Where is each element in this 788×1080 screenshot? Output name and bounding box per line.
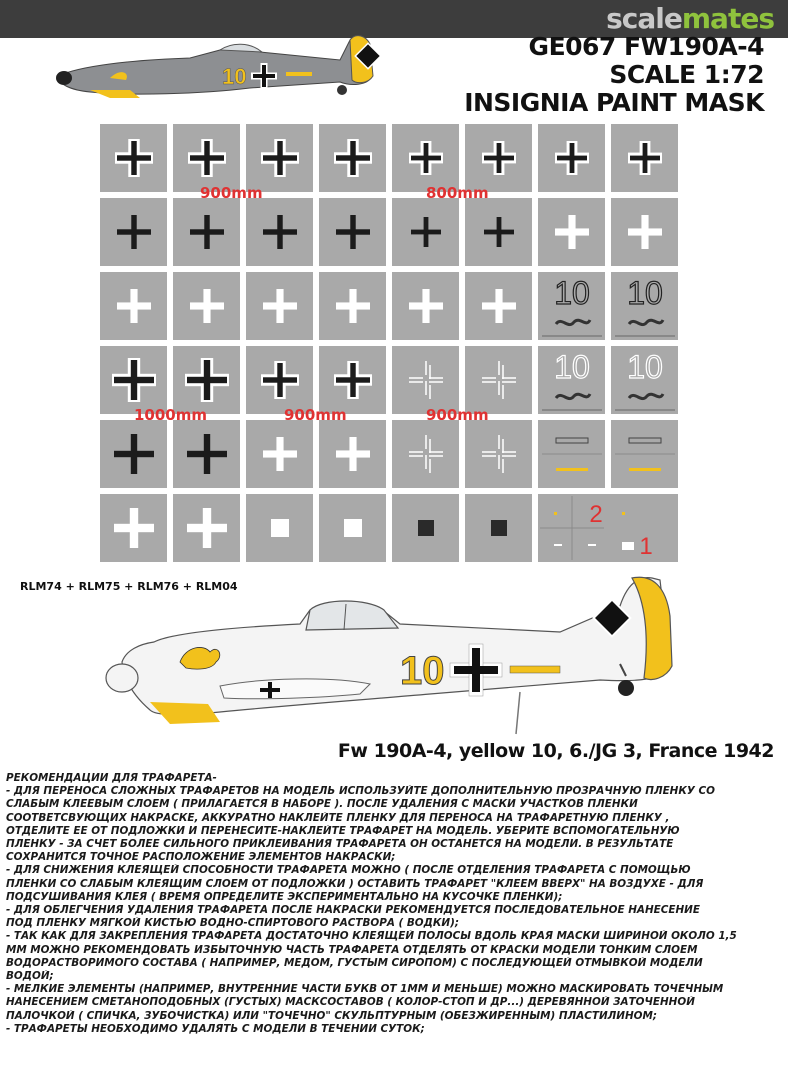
instruction-line: ММ МОЖНО РЕКОМЕНДОВАТЬ ИЗБЫТОЧНУЮ ЧАСТЬ ТРАФАРЕТА ОТДЕЛЯТЬ ОТ КРАСКИ МОДЕЛИ ТОНКИМ СЛОЕМ bbox=[6, 943, 698, 956]
mask-cell bbox=[100, 420, 167, 488]
mask-cell bbox=[392, 198, 459, 266]
cross-bar bbox=[497, 143, 502, 173]
cross-bar bbox=[131, 141, 136, 175]
mask-cell bbox=[173, 494, 240, 562]
mask-cell bbox=[538, 494, 678, 562]
mask-cell bbox=[465, 494, 532, 562]
mask-cell bbox=[392, 346, 459, 414]
cross-bar bbox=[130, 508, 138, 548]
mask-cell bbox=[465, 346, 532, 414]
side-aircraft-profile bbox=[100, 566, 690, 738]
mask-cell bbox=[246, 494, 313, 562]
mask-cell bbox=[173, 124, 240, 192]
instruction-line: РЕКОМЕНДАЦИИ ДЛЯ ТРАФАРЕТА- bbox=[6, 772, 217, 784]
side-aircraft-number: 10 bbox=[400, 649, 445, 693]
instruction-line: - ДЛЯ ПЕРЕНОСА СЛОЖНЫХ ТРАФАРЕТОВ НА МОДЕЛЬ ИСПОЛЬЗУЙТЕ ДОПОЛНИТЕЛЬНУЮ ПРОЗРАЧНУЮ ПЛЕНКУ СО bbox=[6, 785, 715, 798]
mask-cell bbox=[611, 124, 678, 192]
size-label: 900mm bbox=[200, 184, 263, 202]
instruction-line: - МЕЛКИЕ ЭЛЕМЕНТЫ (НАПРИМЕР, ВНУТРЕННИЕ ЧАСТИ БУКВ ОТ 1ММ И МЕНЬШЕ) МОЖНО МАСКИРОВАТЬ ТОЧЕЧНЫМ bbox=[6, 983, 724, 996]
instruction-line: - ТРАФАРЕТЫ НЕОБХОДИМО УДАЛЯТЬ С МОДЕЛИ В ТЕЧЕНИИ СУТОК; bbox=[6, 1022, 425, 1035]
cross-bar bbox=[204, 360, 210, 400]
cross-bar bbox=[203, 508, 211, 548]
cross-bar bbox=[203, 289, 210, 323]
mask-cell bbox=[319, 494, 386, 562]
mask-sheet bbox=[96, 120, 684, 562]
cross-bar bbox=[568, 215, 575, 249]
cross-bar bbox=[349, 289, 356, 323]
cross-bar bbox=[349, 437, 356, 471]
emblem-mark bbox=[556, 394, 590, 399]
mask-cell bbox=[319, 272, 386, 340]
instruction-line: СЛАБЫМ КЛЕЕВЫМ СЛОЕМ ( ПРИЛАГАЕТСЯ В НАБОРЕ ). ПОСЛЕ УДАЛЕНИЯ С МАСКИ УЧАСТКОВ ПЛЕНКИ bbox=[6, 798, 638, 811]
bar-mark bbox=[629, 468, 661, 471]
mask-cell bbox=[246, 420, 313, 488]
bar-mark bbox=[556, 468, 588, 471]
header-code: GE067 FW190A-4 bbox=[528, 32, 764, 61]
mask-cell bbox=[246, 272, 313, 340]
cross-bar bbox=[570, 143, 575, 173]
cross-bar bbox=[131, 215, 136, 249]
cross-bar bbox=[204, 434, 210, 474]
mask-cell bbox=[611, 346, 678, 414]
mask-cell bbox=[465, 198, 532, 266]
aircraft-caption: Fw 190A-4, yellow 10, 6./JG 3, France 1942 bbox=[337, 740, 774, 762]
mask-cell bbox=[392, 420, 459, 488]
emblem-mark bbox=[629, 320, 663, 325]
mask-cell bbox=[319, 198, 386, 266]
instruction-line: ПЛЕНКИ СО СЛАБЫМ КЛЕЯЩИМ СЛОЕМ ОТ ПОДЛОЖКИ ) ОСТАВИТЬ ТРАФАРЕТ "КЛЕЕМ ВВЕРХ" НА ВОЗДУХЕ - ДЛЯ bbox=[6, 877, 704, 890]
mask-cell bbox=[538, 124, 605, 192]
watermark-logo[interactable]: scalemates bbox=[606, 2, 774, 35]
mask-cell bbox=[538, 346, 605, 414]
mask-cell bbox=[319, 124, 386, 192]
mask-cell bbox=[173, 198, 240, 266]
number-ten: 10 bbox=[627, 275, 663, 311]
emblem-mark bbox=[556, 320, 590, 325]
size-label: 800mm bbox=[426, 184, 489, 202]
mask-cell bbox=[465, 420, 532, 488]
cross-bar bbox=[350, 215, 355, 249]
cross-bar bbox=[277, 141, 282, 175]
mask-cell bbox=[465, 124, 532, 192]
mask-cell bbox=[319, 420, 386, 488]
mask-cell bbox=[465, 272, 532, 340]
paint-colors-label: RLM74 + RLM75 + RLM76 + RLM04 bbox=[20, 580, 238, 593]
cross-bar bbox=[424, 143, 429, 173]
square-mark bbox=[418, 520, 434, 536]
cross-bar bbox=[643, 143, 648, 173]
cross-bar bbox=[204, 141, 209, 175]
instruction-line: ПОД ПЛЕНКУ МЯГКОЙ КИСТЬЮ ВОДНО-СПИРТОВОГО РАСТВОРА ( ВОДКИ); bbox=[6, 917, 459, 930]
square-mark bbox=[271, 519, 289, 537]
instruction-line: ОТДЕЛИТЕ ЕЕ ОТ ПОДЛОЖКИ И ПЕРЕНЕСИТЕ-НАКЛЕЙТЕ ТРАФАРЕТ НА МОДЕЛЬ. УБЕРИТЕ ВСПОМОГАТЕЛЬНУЮ bbox=[6, 824, 680, 837]
mask-cell bbox=[246, 124, 313, 192]
top-aircraft-profile bbox=[50, 28, 380, 110]
number-ten: 10 bbox=[554, 275, 590, 311]
square-mark bbox=[344, 519, 362, 537]
bar-mark bbox=[556, 438, 588, 443]
mask-number-1: 1 bbox=[639, 533, 653, 560]
bar-mark bbox=[629, 438, 661, 443]
instruction-line: СОХРАНИТСЯ ТОЧНОЕ РАСПОЛОЖЕНИЕ ЭЛЕМЕНТОВ НАКРАСКИ; bbox=[6, 851, 396, 864]
mask-cell bbox=[173, 272, 240, 340]
mask-cell bbox=[100, 346, 167, 414]
mask-cell bbox=[246, 346, 313, 414]
instructions-block bbox=[6, 772, 784, 1036]
mask-cell bbox=[100, 198, 167, 266]
instruction-line: ПАЛОЧКОЙ ( СПИЧКА, ЗУБОЧИСТКА) ИЛИ "ТОЧЕЧНО" СКУЛЬПТУРНЫМ (ОБЕЗЖИРЕННЫМ) ПЛАСТИЛИНОМ; bbox=[6, 1009, 658, 1022]
mask-cell bbox=[246, 198, 313, 266]
instruction-line: ВОДОЙ; bbox=[6, 970, 54, 983]
cross-bar bbox=[497, 217, 502, 247]
size-label: 900mm bbox=[284, 406, 347, 424]
mask-cell bbox=[611, 198, 678, 266]
header-title: INSIGNIA PAINT MASK bbox=[464, 88, 764, 117]
number-ten: 10 bbox=[627, 349, 663, 385]
instruction-line: СООТВЕТСВУЮЩИХ НАКРАСКЕ, АККУРАТНО НАКЛЕЙТЕ ПЛЕНКУ ДЛЯ ПЕРЕНОСА НА ТРАФАРЕТНУЮ ПЛЕНКУ , bbox=[6, 811, 670, 824]
cross-bar bbox=[277, 215, 282, 249]
mask-cell bbox=[319, 346, 386, 414]
mask-cell bbox=[173, 420, 240, 488]
size-label: 900mm bbox=[426, 406, 489, 424]
mask-cell bbox=[100, 124, 167, 192]
cross-bar bbox=[276, 437, 283, 471]
cross-bar bbox=[350, 141, 355, 175]
cross-bar bbox=[350, 363, 355, 397]
cross-bar bbox=[641, 215, 648, 249]
square-mark bbox=[491, 520, 507, 536]
cross-bar bbox=[495, 289, 502, 323]
instruction-line: ПЛЕНКУ - ЗА СЧЕТ БОЛЕЕ СИЛЬНОГО ПРИКЛЕИВАНИЯ ТРАФАРЕТА ОН ОСТАНЕТСЯ НА МОДЕЛИ. В РЕЗУЛЬТАТЕ bbox=[6, 838, 674, 851]
instruction-line: ВОДОРАСТВОРИМОГО СОСТАВА ( НАПРИМЕР, МЕДОМ, ГУСТЫМ СИРОПОМ) С ПОСЛЕДУЮЩЕЙ ОТМЫВКОЙ МОДЕЛИ bbox=[6, 956, 703, 969]
mask-cell bbox=[173, 346, 240, 414]
mask-cell bbox=[392, 124, 459, 192]
instruction-line: - ТАК КАК ДЛЯ ЗАКРЕПЛЕНИЯ ТРАФАРЕТА ДОСТАТОЧНО КЛЕЯЩЕЙ ПОЛОСЫ ВДОЛЬ КРАЯ МАСКИ ШИРИНОЙ ОКОЛО 1,5 bbox=[6, 930, 737, 943]
mask-cell bbox=[100, 494, 167, 562]
instruction-line: - ДЛЯ ОБЛЕГЧЕНИЯ УДАЛЕНИЯ ТРАФАРЕТА ПОСЛЕ НАКРАСКИ РЕКОМЕНДУЕТСЯ ПОСЛЕДОВАТЕЛЬНОЕ НАНЕСЕНИЕ bbox=[6, 904, 700, 917]
cross-bar bbox=[130, 289, 137, 323]
cross-bar bbox=[131, 434, 137, 474]
mask-cell bbox=[100, 272, 167, 340]
mask-cell bbox=[392, 272, 459, 340]
mask-cell bbox=[538, 420, 605, 488]
cross-bar bbox=[276, 289, 283, 323]
size-label: 1000mm bbox=[134, 406, 208, 424]
mask-cell bbox=[611, 272, 678, 340]
cross-bar bbox=[422, 289, 429, 323]
cross-bar bbox=[204, 215, 209, 249]
top-aircraft-number: 10 bbox=[222, 64, 247, 89]
mask-cell bbox=[611, 420, 678, 488]
mask-number-2: 2 bbox=[589, 501, 603, 528]
mask-cell bbox=[538, 198, 605, 266]
emblem-mark bbox=[629, 394, 663, 399]
cross-bar bbox=[131, 360, 137, 400]
cross-bar bbox=[424, 217, 429, 247]
instruction-line: - ДЛЯ СНИЖЕНИЯ КЛЕЯЩЕЙ СПОСОБНОСТИ ТРАФАРЕТА МОЖНО ( ПОСЛЕ ОТДЕЛЕНИЯ ТРАФАРЕТА С ПОМОЩЬЮ bbox=[6, 864, 691, 877]
cross-bar bbox=[277, 363, 282, 397]
mask-cell bbox=[392, 494, 459, 562]
number-ten: 10 bbox=[554, 349, 590, 385]
instruction-line: НАНЕСЕНИЕМ СМЕТАНОПОДОБНЫХ (ГУСТЫХ) МАСКСОСТАВОВ ( КОЛОР-СТОП И ДР...) ДЕРЕВЯННОЙ ЗАТОЧЕННОЙ bbox=[6, 996, 695, 1009]
mask-cell bbox=[538, 272, 605, 340]
header-scale: SCALE 1:72 bbox=[609, 60, 764, 89]
instruction-line: ПОДСУШИВАНИЯ КЛЕЯ ( ВРЕМЯ ОПРЕДЕЛИТЕ ЭКСПЕРИМЕНТАЛЬНО НА КУСОЧКЕ ПЛЕНКИ); bbox=[6, 890, 563, 903]
